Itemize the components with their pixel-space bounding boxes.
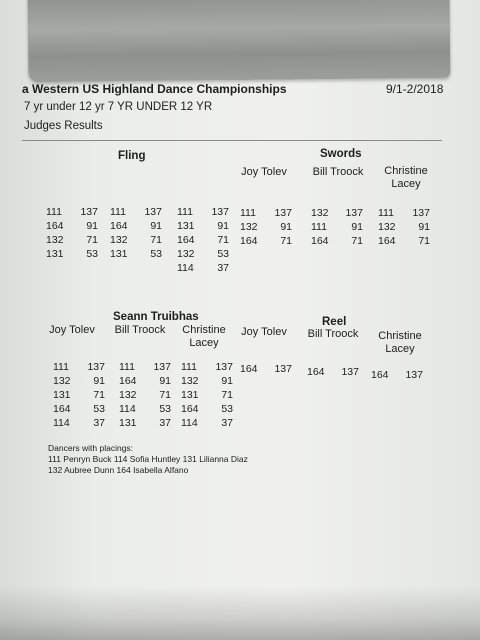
points: 53 xyxy=(159,403,171,415)
points: 137 xyxy=(274,363,292,375)
points: 71 xyxy=(86,234,98,246)
result-row xyxy=(46,247,98,261)
dance-title-seann-truibhas: Seann Truibhas xyxy=(113,311,199,323)
dancer-number: 164 xyxy=(371,369,389,381)
result-row xyxy=(240,206,292,220)
result-column xyxy=(371,368,423,382)
dancer-list-line: 111 Penryn Buck 114 Sofia Huntley 131 Lilianna Diaz xyxy=(48,454,248,464)
points: 53 xyxy=(221,403,233,415)
dancer-number: 111 xyxy=(46,206,62,218)
points: 137 xyxy=(215,361,233,373)
points: 71 xyxy=(150,234,162,246)
result-row xyxy=(46,233,98,247)
dancer-number: 164 xyxy=(53,403,71,415)
result-row xyxy=(46,205,98,219)
dancer-number: 111 xyxy=(53,361,69,373)
judge-header: Bill Troock xyxy=(312,166,364,178)
result-column xyxy=(240,206,292,248)
dancer-number: 132 xyxy=(46,234,64,246)
dancer-number: 164 xyxy=(307,366,325,378)
dancer-number: 132 xyxy=(240,221,258,233)
dance-title-fling: Fling xyxy=(118,150,146,162)
dancer-number: 114 xyxy=(119,403,136,415)
dancer-number: 164 xyxy=(378,235,396,247)
points: 71 xyxy=(280,235,292,247)
dancer-number: 111 xyxy=(119,361,135,373)
result-row xyxy=(177,205,229,219)
judge-header: Joy Tolev xyxy=(49,324,95,336)
dancer-number: 114 xyxy=(53,417,70,429)
judge-header: Bill Troock xyxy=(114,324,166,336)
result-row xyxy=(177,261,229,275)
result-row xyxy=(119,388,171,402)
dancer-number: 111 xyxy=(177,206,193,218)
result-row xyxy=(307,365,359,379)
result-column xyxy=(46,205,98,261)
points: 137 xyxy=(153,361,171,373)
dancer-number: 164 xyxy=(240,363,258,375)
dancer-number: 132 xyxy=(53,375,71,387)
points: 137 xyxy=(341,366,359,378)
points: 137 xyxy=(405,369,423,381)
points: 137 xyxy=(274,207,292,219)
points: 91 xyxy=(351,221,363,233)
result-row xyxy=(53,416,105,430)
result-row xyxy=(240,362,292,376)
points: 71 xyxy=(351,235,363,247)
points: 53 xyxy=(86,248,98,260)
points: 137 xyxy=(412,207,430,219)
result-column xyxy=(181,360,233,430)
dancer-number: 164 xyxy=(311,235,329,247)
result-row xyxy=(53,388,105,402)
points: 53 xyxy=(93,403,105,415)
result-row xyxy=(311,220,363,234)
dancer-number: 111 xyxy=(378,207,394,219)
dancer-number: 131 xyxy=(46,248,64,260)
page-shadow xyxy=(0,586,480,640)
dancer-number: 132 xyxy=(177,248,195,260)
header-divider xyxy=(22,140,442,141)
dancer-number: 164 xyxy=(177,234,195,246)
points: 91 xyxy=(150,220,162,232)
dancer-number: 164 xyxy=(240,235,258,247)
points: 91 xyxy=(93,375,105,387)
result-row xyxy=(177,219,229,233)
result-column xyxy=(311,206,363,248)
result-row xyxy=(46,219,98,233)
points: 53 xyxy=(217,248,229,260)
result-row xyxy=(378,234,430,248)
points: 71 xyxy=(418,235,430,247)
result-column xyxy=(378,206,430,248)
dancer-number: 111 xyxy=(181,361,197,373)
result-row xyxy=(240,234,292,248)
result-row xyxy=(378,206,430,220)
points: 137 xyxy=(87,361,105,373)
dancer-number: 132 xyxy=(311,207,329,219)
points: 91 xyxy=(86,220,98,232)
dancer-number: 132 xyxy=(378,221,396,233)
dancer-number: 111 xyxy=(110,206,126,218)
result-row xyxy=(53,374,105,388)
result-column xyxy=(53,360,105,430)
result-row xyxy=(378,220,430,234)
points: 137 xyxy=(80,206,98,218)
result-row xyxy=(119,360,171,374)
dancer-number: 164 xyxy=(119,375,137,387)
result-row xyxy=(181,388,233,402)
result-row xyxy=(119,416,171,430)
points: 91 xyxy=(221,375,233,387)
points: 91 xyxy=(280,221,292,233)
result-column xyxy=(119,360,171,430)
points: 71 xyxy=(221,389,233,401)
result-row xyxy=(53,402,105,416)
result-row xyxy=(177,247,229,261)
report-subtitle: Judges Results xyxy=(24,120,103,132)
points: 71 xyxy=(159,389,171,401)
points: 91 xyxy=(418,221,430,233)
result-row xyxy=(181,402,233,416)
judge-header: Joy Tolev xyxy=(241,166,287,178)
result-row xyxy=(119,402,171,416)
dancer-number: 132 xyxy=(181,375,199,387)
dancer-number: 111 xyxy=(311,221,327,233)
points: 137 xyxy=(345,207,363,219)
points: 71 xyxy=(217,234,229,246)
judge-header: Christine Lacey xyxy=(384,165,428,190)
result-row xyxy=(110,233,162,247)
points: 53 xyxy=(150,248,162,260)
dance-title-reel: Reel xyxy=(322,316,347,328)
result-column xyxy=(307,365,359,379)
judge-header: Joy Tolev xyxy=(241,326,287,338)
dancer-list xyxy=(48,443,248,476)
dancer-number: 114 xyxy=(177,262,194,274)
dancer-list-line: 132 Aubree Dunn 164 Isabella Alfano xyxy=(48,465,189,475)
points: 37 xyxy=(221,417,233,429)
result-row xyxy=(110,205,162,219)
judge-header: Christine Lacey xyxy=(182,324,226,349)
dancer-number: 131 xyxy=(119,417,137,429)
points: 137 xyxy=(211,206,229,218)
dancer-number: 164 xyxy=(46,220,64,232)
points: 37 xyxy=(93,417,105,429)
points: 37 xyxy=(159,417,171,429)
result-row xyxy=(311,234,363,248)
result-column xyxy=(240,362,292,376)
event-date: 9/1-2/2018 xyxy=(386,82,444,96)
judge-header: Bill Troock xyxy=(307,328,359,340)
result-row xyxy=(181,416,233,430)
points: 37 xyxy=(217,262,229,274)
dancer-number: 164 xyxy=(110,220,128,232)
event-title: a Western US Highland Dance Championships xyxy=(22,82,287,96)
dancer-number: 132 xyxy=(110,234,128,246)
dancer-number: 164 xyxy=(181,403,199,415)
points: 91 xyxy=(217,220,229,232)
points: 91 xyxy=(159,375,171,387)
dance-title-swords: Swords xyxy=(320,148,362,160)
dancer-number: 132 xyxy=(119,389,137,401)
dancer-number: 131 xyxy=(177,220,195,232)
result-row xyxy=(311,206,363,220)
result-row xyxy=(53,360,105,374)
dancer-list-heading: Dancers with placings: xyxy=(48,443,134,453)
dancer-number: 111 xyxy=(240,207,256,219)
dancer-number: 131 xyxy=(181,389,199,401)
points: 137 xyxy=(144,206,162,218)
result-row xyxy=(240,220,292,234)
result-row xyxy=(371,368,423,382)
dancer-number: 131 xyxy=(110,248,128,260)
result-column xyxy=(110,205,162,261)
age-category: 7 yr under 12 yr 7 YR UNDER 12 YR xyxy=(24,101,213,113)
result-row xyxy=(177,233,229,247)
dancer-number: 114 xyxy=(181,417,198,429)
result-row xyxy=(181,360,233,374)
points: 71 xyxy=(93,389,105,401)
result-row xyxy=(110,219,162,233)
result-row xyxy=(119,374,171,388)
duct-tape xyxy=(28,0,451,82)
dancer-number: 131 xyxy=(53,389,71,401)
result-row xyxy=(110,247,162,261)
result-row xyxy=(181,374,233,388)
judge-header: Christine Lacey xyxy=(378,330,422,355)
result-column xyxy=(177,205,229,275)
